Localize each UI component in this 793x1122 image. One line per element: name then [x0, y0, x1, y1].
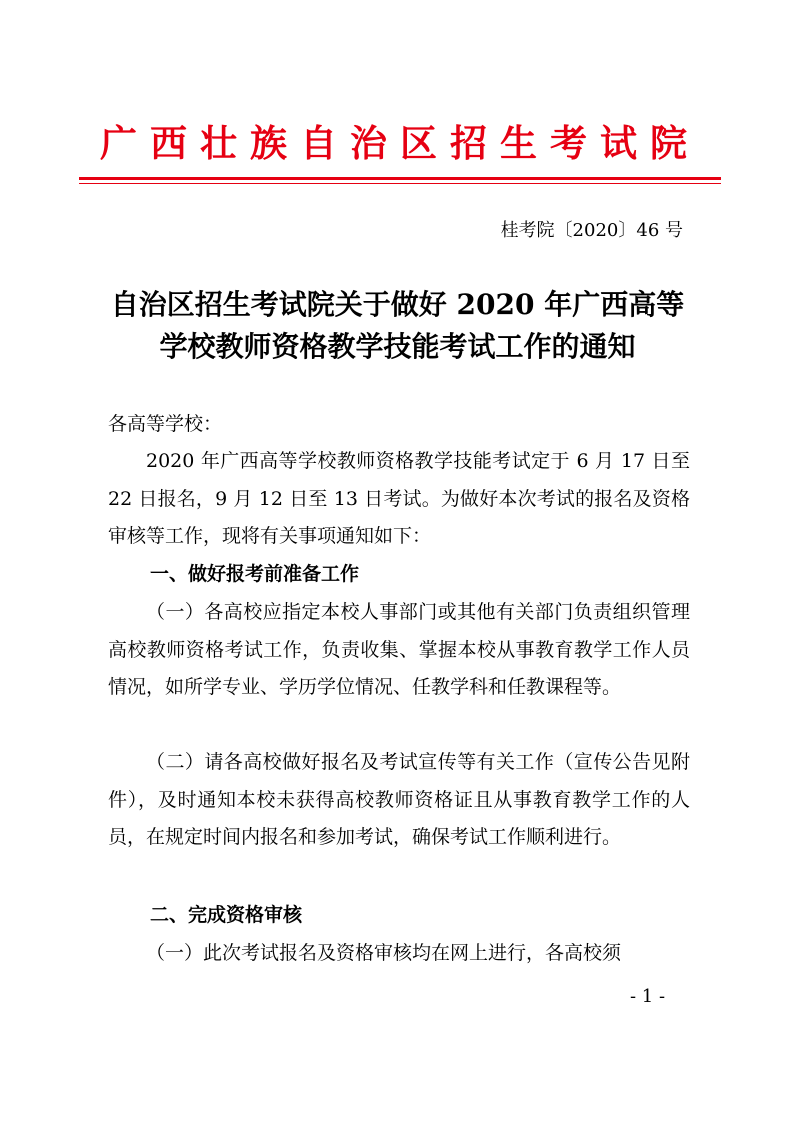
header-red-rule-thin: [79, 183, 721, 184]
header-red-rule-thick: [79, 177, 721, 180]
section-1-item-1: （一）各高校应指定本校人事部门或其他有关部门负责组织管理高校教师资格考试工作，负责收集、掌握本校从事教育教学工作人员情况，如所学专业、学历学位情况、任教学科和任教课程等。: [108, 601, 690, 698]
document-title-line-1: 自治区招生考试院关于做好 2020 年广西高等: [110, 288, 685, 321]
section-2-heading: 二、完成资格审核: [150, 904, 303, 926]
document-title-line-2: 学校教师资格教学技能考试工作的通知: [159, 330, 636, 363]
section-2-item-1: （一）此次考试报名及资格审核均在网上进行，各高校须: [146, 942, 622, 964]
intro-paragraph: 2020 年广西高等学校教师资格教学技能考试定于 6 月 17 日至 22 日报名，9 月 12 日至 13 日考试。为做好本次考试的报名及资格审核等工作，现将有关事项通知如下：: [108, 450, 690, 547]
agency-header-title: 广西壮族自治区招生考试院: [100, 121, 700, 165]
document-number: 桂考院〔2020〕46 号: [500, 220, 683, 241]
page-number: - 1 -: [630, 986, 666, 1007]
salutation: 各高等学校：: [108, 413, 223, 435]
document-title: [90, 284, 705, 368]
section-1-item-2: （二）请各高校做好报名及考试宣传等有关工作（宣传公告见附件），及时通知本校未获得高校教师资格证且从事教育教学工作的人员，在规定时间内报名和参加考试，确保考试工作顺利进行。: [108, 751, 690, 848]
section-1-heading: 一、做好报考前准备工作: [150, 563, 360, 585]
